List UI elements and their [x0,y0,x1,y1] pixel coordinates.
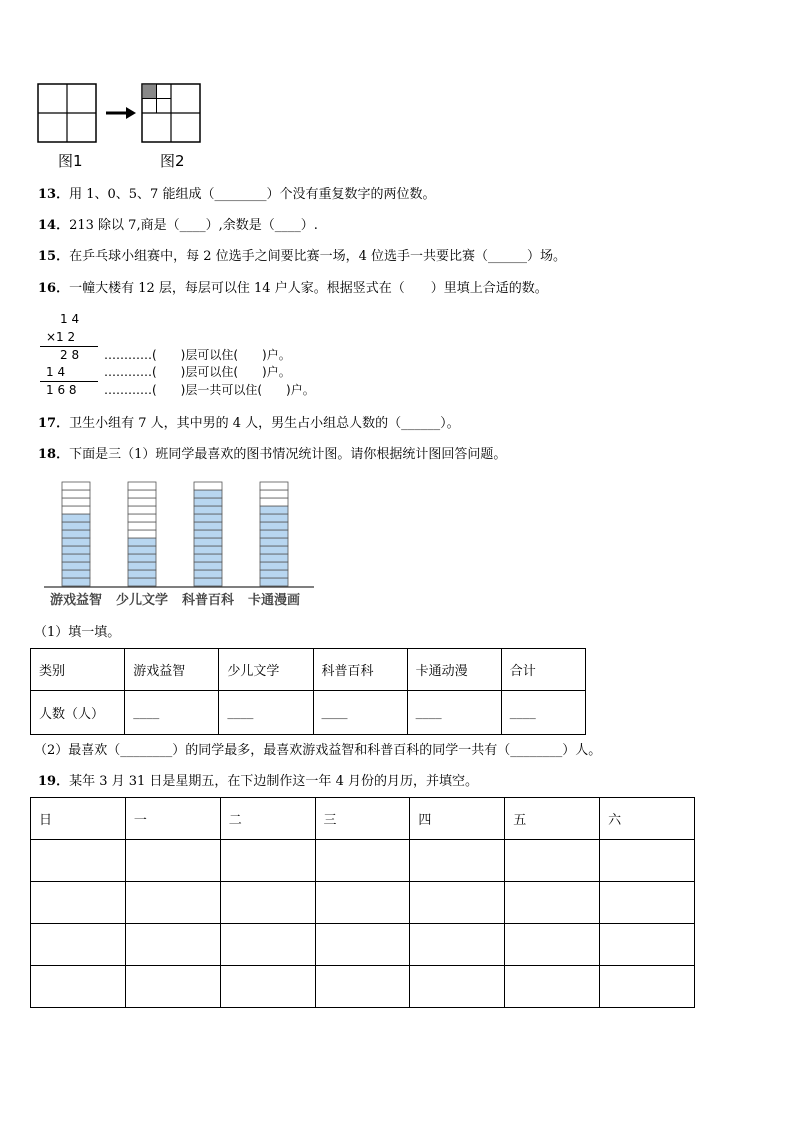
calendar-cell[interactable] [410,840,505,882]
april-calendar-table [30,797,695,1008]
chart-bar-cell [128,506,156,514]
calendar-cell[interactable] [125,966,220,1008]
chart-bar-cell [260,578,288,586]
chart-bar-cell [194,578,222,586]
question-14 [38,217,318,235]
chart-bar-cell [62,546,90,554]
calc-line-5: 1 6 8 [46,383,77,397]
chart-bar-cell [128,570,156,578]
weekday-header: 六 [600,798,695,840]
answer-blank[interactable]: ____ [125,691,219,735]
table-header: 合计 [501,649,585,691]
question-text: 用 1、0、5、7 能组成（________）个没有重复数字的两位数。 [69,187,436,202]
question-number: 16． [38,281,70,296]
answer-blank[interactable]: ____ [313,691,407,735]
chart-bar-cell [128,578,156,586]
chart-bar-cell [128,490,156,498]
question-text: 某年 3 月 31 日是星期五，在下边制作这一年 4 月份的月历，并填空。 [69,774,478,789]
chart-bar-cell [260,570,288,578]
chart-category-label: 少儿文学 [115,593,169,608]
chart-bar-cell [62,514,90,522]
calc-note-3: …………( )层一共可以住( )户。 [104,383,315,397]
calendar-cell[interactable] [220,840,315,882]
chart-bar-cell [194,514,222,522]
question-number: 18． [38,447,70,462]
table-row-label: 人数（人） [31,691,125,735]
chart-bar-cell [260,482,288,490]
chart-bar-cell [62,562,90,570]
chart-bar-cell [194,538,222,546]
question-13 [38,186,435,204]
weekday-header: 三 [315,798,410,840]
chart-bar-cell [260,546,288,554]
question-number: 13． [38,187,70,202]
calendar-cell[interactable] [31,882,126,924]
chart-bar-cell [128,554,156,562]
chart-bar-cell [62,538,90,546]
chart-bar-cell [194,506,222,514]
calendar-cell[interactable] [315,966,410,1008]
chart-bar [260,482,288,586]
calendar-cell[interactable] [31,966,126,1008]
calendar-cell[interactable] [125,840,220,882]
figure-2-caption: 图2 [160,152,185,170]
chart-bar-cell [128,498,156,506]
calendar-cell[interactable] [505,924,600,966]
calendar-cell[interactable] [410,924,505,966]
chart-category-label: 卡通漫画 [247,593,301,608]
answer-blank[interactable]: ____ [501,691,585,735]
figure-grids [36,82,206,144]
calendar-cell[interactable] [410,966,505,1008]
chart-bar-cell [62,506,90,514]
weekday-header: 二 [220,798,315,840]
chart-bar-cell [260,506,288,514]
table-header: 科普百科 [313,649,407,691]
chart-bar-cell [194,490,222,498]
calc-line-3: 2 8 [60,348,80,362]
chart-bar-cell [62,554,90,562]
chart-bar [128,482,156,586]
chart-bar-cell [128,514,156,522]
chart-bar-cell [260,514,288,522]
table-header: 游戏益智 [125,649,219,691]
calc-line-1: 1 4 [60,312,80,326]
chart-bar-cell [194,562,222,570]
question-text: 下面是三（1）班同学最喜欢的图书情况统计图。请你根据统计图回答问题。 [69,447,507,462]
calendar-cell[interactable] [31,924,126,966]
calendar-cell[interactable] [220,924,315,966]
question-text: 一幢大楼有 12 层，每层可以住 14 户人家。根据竖式在（ ）里填上合适的数。 [69,281,548,296]
question-text: 213 除以 7,商是（____）,余数是（____）. [69,218,318,233]
chart-bar-cell [260,522,288,530]
calendar-cell[interactable] [600,840,695,882]
chart-bar-cell [62,570,90,578]
answer-blank[interactable]: ____ [407,691,501,735]
table-header: 类别 [31,649,125,691]
question-number: 17． [38,416,70,431]
chart-bar-cell [128,546,156,554]
calendar-cell[interactable] [505,840,600,882]
question-17 [38,415,460,433]
weekday-header: 日 [31,798,126,840]
calendar-cell[interactable] [315,924,410,966]
calendar-cell[interactable] [31,840,126,882]
question-15 [38,248,566,266]
q18-sub2: （2）最喜欢（________）的同学最多，最喜欢游戏益智和科普百科的同学一共有（________）人。 [34,743,602,758]
question-text: 卫生小组有 7 人，其中男的 4 人，男生占小组总人数的（______）。 [69,416,460,431]
calendar-cell[interactable] [600,966,695,1008]
chart-bar [194,482,222,586]
calendar-cell[interactable] [125,882,220,924]
calc-line-2: ×1 2 [46,330,76,344]
calendar-cell[interactable] [220,882,315,924]
calendar-cell[interactable] [505,882,600,924]
calendar-cell[interactable] [315,882,410,924]
calendar-cell[interactable] [125,924,220,966]
chart-category-label: 游戏益智 [49,593,103,608]
question-number: 14． [38,218,70,233]
calendar-cell[interactable] [600,882,695,924]
chart-bar-cell [194,554,222,562]
chart-bar-cell [128,482,156,490]
chart-bar-cell [194,530,222,538]
calc-note-1: …………( )层可以住( )户。 [104,348,291,362]
weekday-header: 一 [125,798,220,840]
chart-bar-cell [62,522,90,530]
calendar-cell[interactable] [600,924,695,966]
calendar-cell[interactable] [220,966,315,1008]
answer-blank[interactable]: ____ [219,691,313,735]
figure-2-grid [142,84,200,142]
chart-bar-cell [260,490,288,498]
chart-bar-cell [260,538,288,546]
chart-bar-cell [62,490,90,498]
calendar-cell[interactable] [410,882,505,924]
chart-bar-cell [260,498,288,506]
chart-bar-cell [260,554,288,562]
chart-bar-cell [260,562,288,570]
chart-bar-cell [194,570,222,578]
table-header: 少儿文学 [219,649,313,691]
weekday-header: 五 [505,798,600,840]
book-preference-chart [40,476,320,610]
question-18 [38,446,506,464]
chart-bar [62,482,90,586]
weekday-header: 四 [410,798,505,840]
chart-bar-cell [194,546,222,554]
arrow-icon [106,107,136,119]
chart-bar-cell [128,530,156,538]
question-number: 19． [38,774,70,789]
calendar-cell[interactable] [505,966,600,1008]
chart-bar-cell [128,538,156,546]
question-text: 在乒乓球小组赛中，每 2 位选手之间要比赛一场，4 位选手一共要比赛（______）场。 [69,249,567,264]
figure-1-caption: 图1 [58,152,83,170]
chart-bar-cell [194,482,222,490]
table-header: 卡通动漫 [407,649,501,691]
calendar-cell[interactable] [315,840,410,882]
chart-bar-cell [194,522,222,530]
chart-bar-cell [62,578,90,586]
q18-fill-table [30,648,586,735]
chart-bar-cell [62,498,90,506]
chart-bar-cell [260,530,288,538]
question-16 [38,280,548,298]
chart-bar-cell [194,498,222,506]
calc-line-4: 1 4 [46,365,66,379]
q18-sub1: （1）填一填。 [34,625,121,640]
figure-1-grid [38,84,96,142]
chart-bar-cell [62,530,90,538]
question-number: 15． [38,249,70,264]
chart-category-label: 科普百科 [181,593,235,608]
chart-bar-cell [128,522,156,530]
calc-note-2: …………( )层可以住( )户。 [104,365,291,379]
chart-bar-cell [62,482,90,490]
question-19 [38,773,478,791]
chart-bar-cell [128,562,156,570]
